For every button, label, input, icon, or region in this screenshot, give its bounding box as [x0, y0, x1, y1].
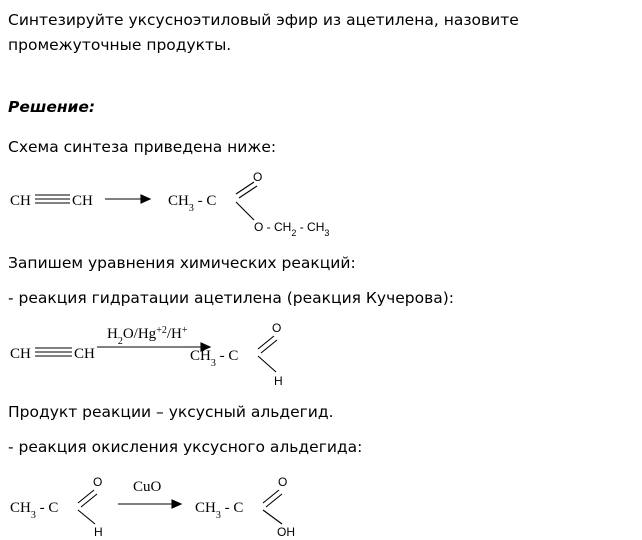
scheme3-product-o: O [278, 475, 288, 489]
scheme-intro: Схема синтеза приведена ниже: [8, 138, 277, 156]
scheme3-reactant-core: $CH_3$ - C [10, 500, 59, 521]
scheme2-reactant-right: CH [74, 346, 95, 362]
scheme1-ester-tail: O - $CH_2 - CH_3$ [254, 220, 330, 238]
scheme2-product-o: O [272, 321, 282, 335]
synthesis-scheme [0, 160, 642, 240]
task-text: Синтезируйте уксусноэтиловый эфир из ацетилена, назовите промежуточные продукты. [8, 11, 519, 54]
scheme1-reactant-right: CH [72, 193, 93, 209]
scheme1-product-core: $CH_3$ - C [168, 193, 217, 214]
oxidation-title: - реакция окисления уксусного альдегида: [8, 438, 363, 456]
scheme2-product-h: H [274, 374, 283, 388]
hydration-product-text: Продукт реакции – уксусный альдегид. [8, 403, 334, 421]
scheme3-product-core: $CH_3$ - C [195, 500, 244, 521]
hydration-scheme [0, 312, 642, 392]
scheme2-reagent: $H_2O/Hg^{+2}/H^+$ [107, 324, 188, 347]
scheme3-reagent: CuO [133, 479, 162, 495]
scheme2-product-core: $CH_3$ - C [190, 348, 239, 369]
scheme3-reactant-h: H [94, 525, 103, 539]
oxidation-scheme [0, 466, 642, 540]
scheme2-reactant-left: CH [10, 346, 31, 362]
equations-intro: Запишем уравнения химических реакций: [8, 254, 356, 272]
scheme3-product-oh: OH [277, 525, 295, 539]
scheme1-product-o: O [253, 170, 263, 184]
scheme1-reactant-left: CH [10, 193, 31, 209]
solution-heading: Решение: [8, 98, 96, 116]
scheme3-reactant-o: O [93, 475, 103, 489]
hydration-title: - реакция гидратации ацетилена (реакция Кучерова): [8, 289, 454, 307]
